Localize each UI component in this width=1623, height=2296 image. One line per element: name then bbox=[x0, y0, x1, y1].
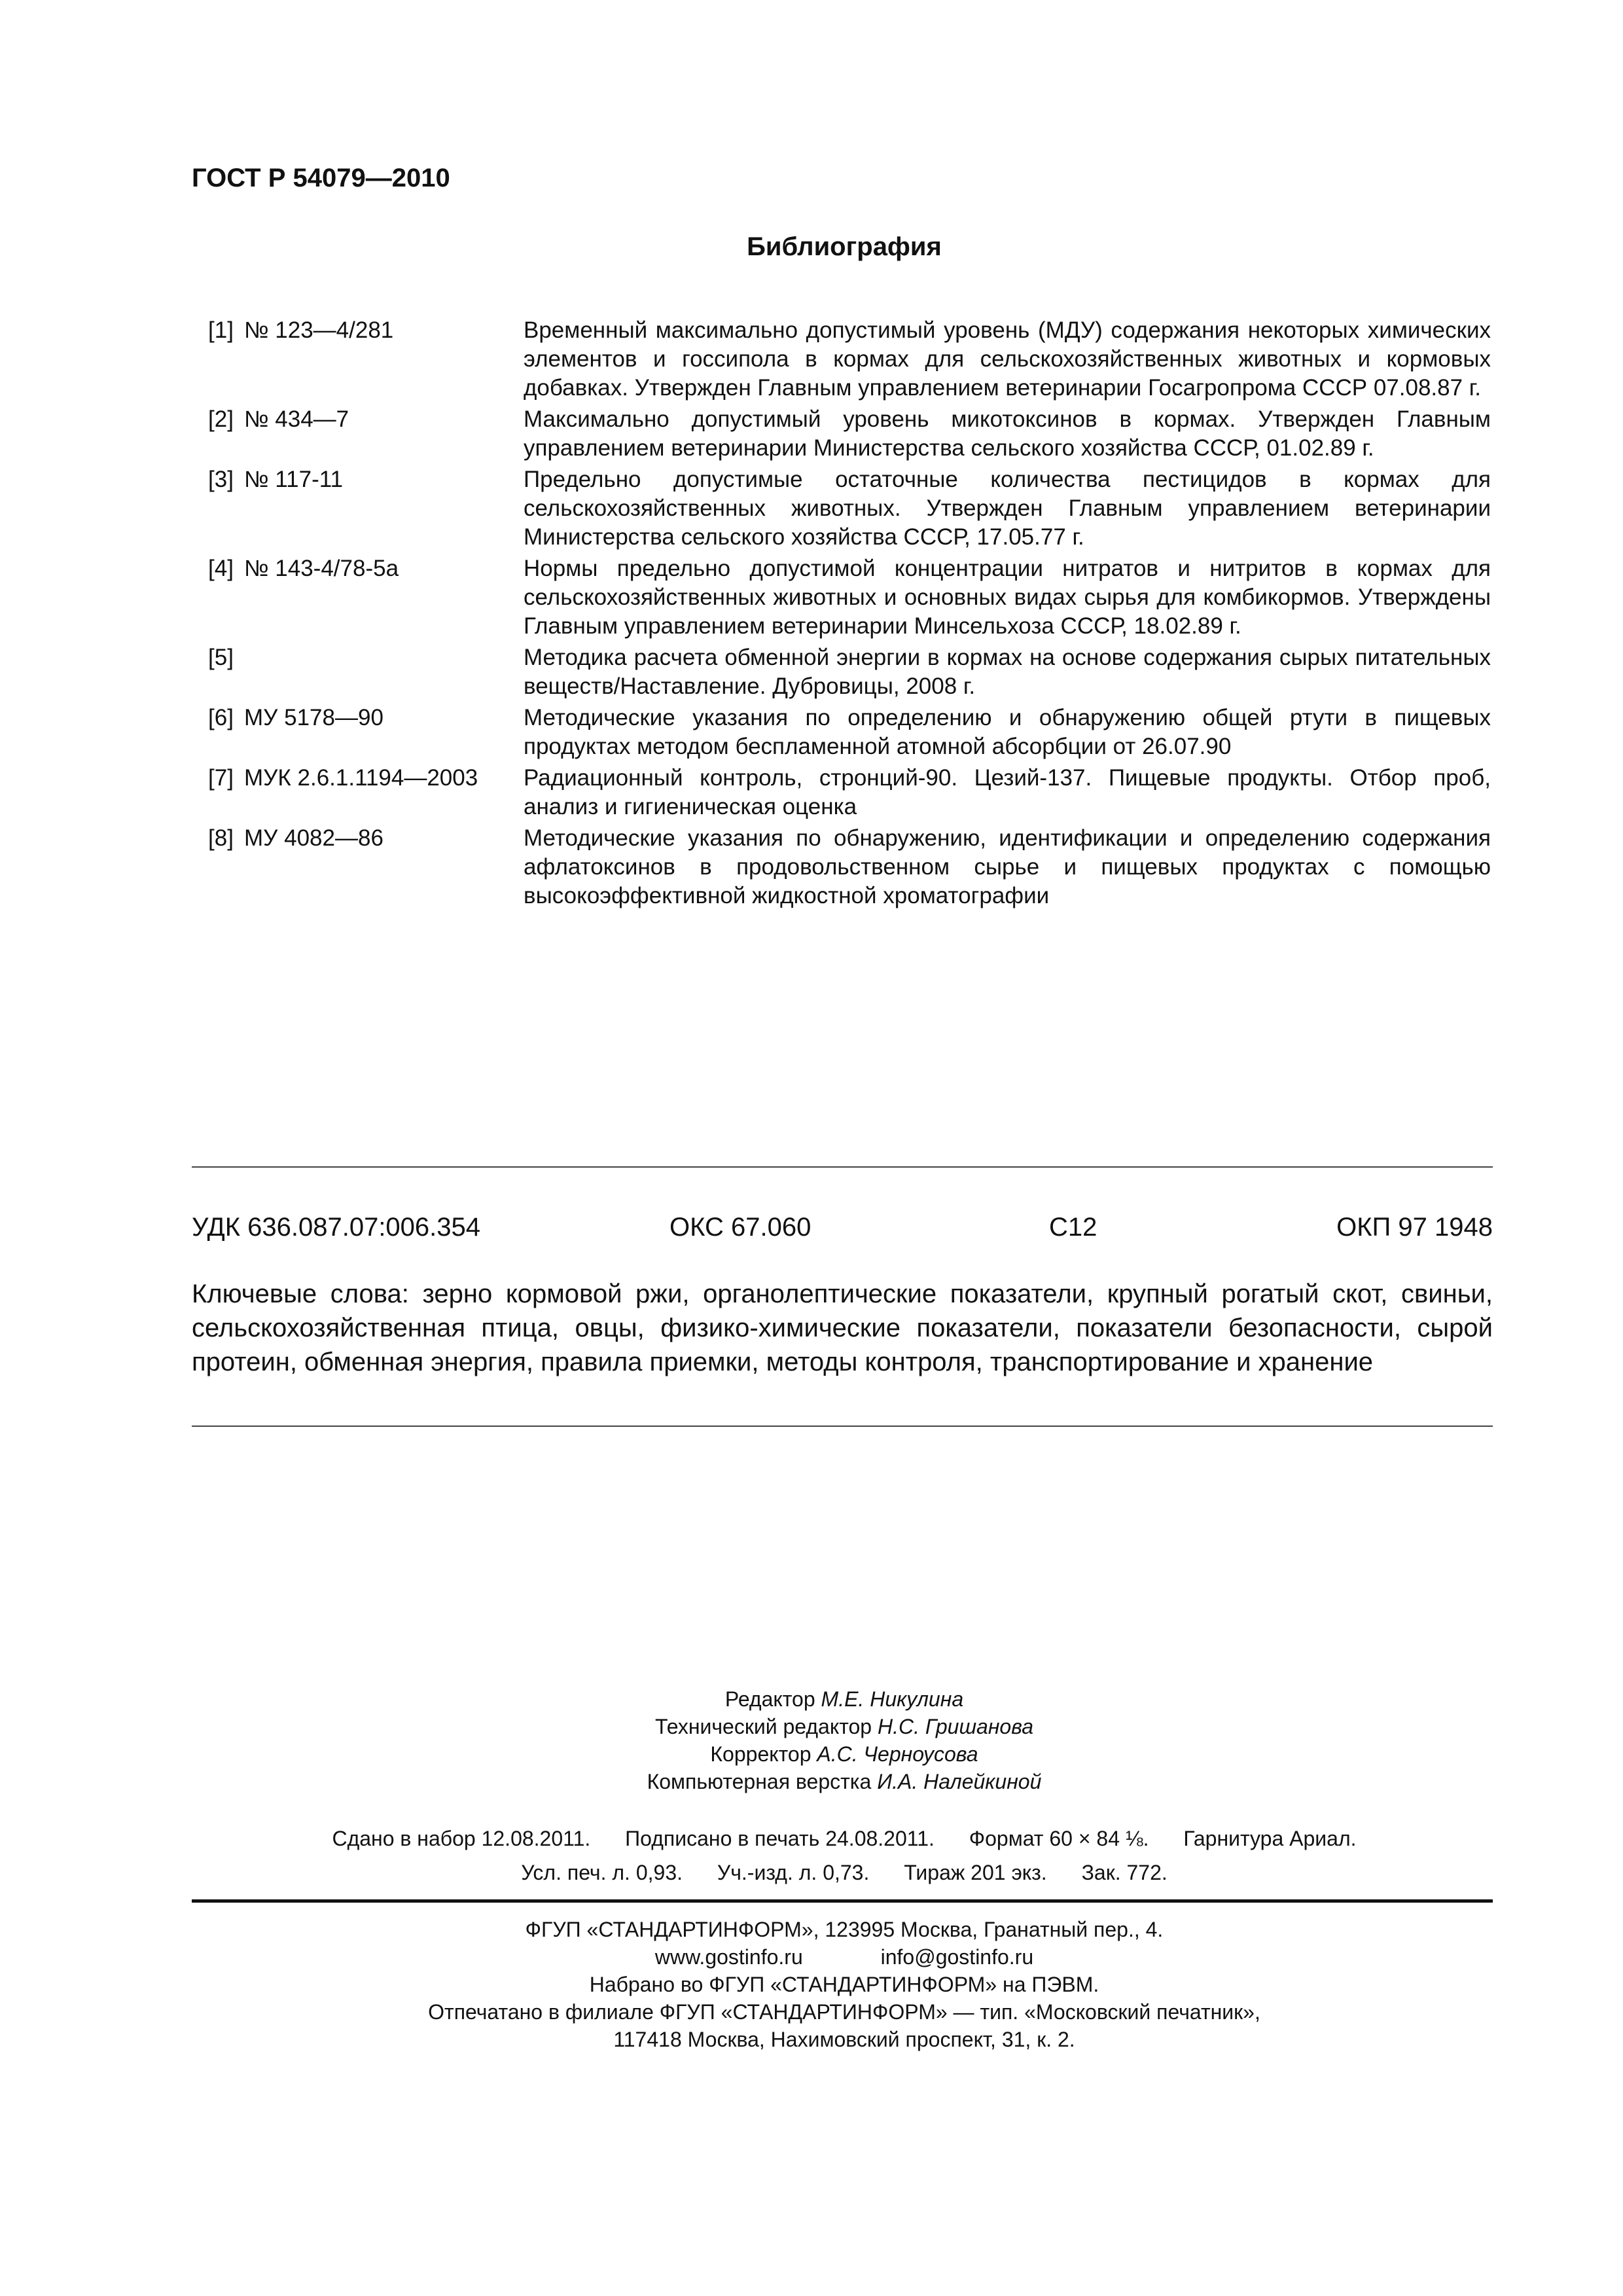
paper-format: Формат 60 × 84 ⅛. bbox=[969, 1827, 1149, 1850]
signed-date: Подписано в печать 24.08.2011. bbox=[625, 1827, 935, 1850]
print-sheets: Усл. печ. л. 0,93. bbox=[521, 1861, 683, 1884]
item-description: Методические указания по определению и обнаружению общей ртути в пищевых продуктах методом беспламенной атомной абсорбции от 26.07.90 bbox=[524, 705, 1491, 759]
editor-label: Редактор bbox=[724, 1687, 815, 1711]
bibliography-title: Библиография bbox=[747, 232, 942, 261]
submitted-date: Сдано в набор 12.08.2011. bbox=[332, 1827, 591, 1850]
c-code: С12 bbox=[1049, 1213, 1097, 1242]
publisher-line: ФГУП «СТАНДАРТИНФОРМ», 123995 Москва, Гранатный пер., 4. bbox=[525, 1918, 1164, 1941]
order-number: Зак. 772. bbox=[1081, 1861, 1168, 1884]
tech-editor-line bbox=[0, 1713, 1623, 1740]
email-link[interactable]: info@gostinfo.ru bbox=[880, 1945, 1034, 1969]
publication-sheets: Уч.-изд. л. 0,73. bbox=[717, 1861, 870, 1884]
credits-block bbox=[0, 1685, 1623, 1795]
oks-code: ОКС 67.060 bbox=[669, 1213, 812, 1242]
divider-middle bbox=[192, 1426, 1493, 1427]
bibliography-item bbox=[208, 554, 1491, 641]
bibliography-item bbox=[208, 465, 1491, 552]
bibliography-item bbox=[208, 824, 1491, 910]
bibliography-item bbox=[208, 704, 1491, 761]
item-number: [8] bbox=[208, 825, 234, 851]
layout-name: И.А. Налейкиной bbox=[877, 1770, 1042, 1793]
udk-code: УДК 636.087.07:006.354 bbox=[192, 1213, 481, 1242]
print-info-line-2 bbox=[0, 1856, 1623, 1890]
bibliography-item bbox=[208, 764, 1491, 821]
item-description: Методика расчета обменной энергии в кормах на основе содержания сырых питательных веществ/Наставление. Дубровицы, 2008 г. bbox=[524, 645, 1491, 699]
item-number: [7] bbox=[208, 765, 234, 791]
item-code: МУ 4082—86 bbox=[244, 825, 383, 851]
item-description: Нормы предельно допустимой концентрации нитратов и нитритов в кормах для сельскохозяйственных животных и основных видах сырья для комбикормов. Утверждены Главным управлением ветеринарии Минсельхоза СССР, 18.02.89 г. bbox=[524, 556, 1491, 639]
item-number: [1] bbox=[208, 317, 234, 343]
classification-row bbox=[192, 1213, 1493, 1242]
item-number: [4] bbox=[208, 556, 234, 581]
corrector-label: Корректор bbox=[710, 1742, 812, 1766]
bibliography-list bbox=[208, 316, 1491, 913]
typeset-line: Набрано во ФГУП «СТАНДАРТИНФОРМ» на ПЭВМ. bbox=[589, 1973, 1099, 1996]
print-info bbox=[0, 1821, 1623, 1890]
item-code: № 123—4/281 bbox=[244, 317, 394, 343]
item-description: Максимально допустимый уровень микотоксинов в кормах. Утвержден Главным управлением ветеринарии Министерства сельского хозяйства СССР, 01.02.89 г. bbox=[524, 406, 1491, 461]
item-code: № 434—7 bbox=[244, 406, 349, 432]
imprint-block bbox=[0, 1916, 1623, 2053]
item-code: № 117-11 bbox=[244, 467, 344, 492]
bibliography-item bbox=[208, 316, 1491, 403]
item-description: Предельно допустимые остаточные количества пестицидов в кормах для сельскохозяйственных животных. Утвержден Главным управлением ветеринарии Министерства сельского хозяйства СССР, 17.05.77 г. bbox=[524, 467, 1491, 550]
item-description: Методические указания по обнаружению, идентификации и определению содержания афлатоксинов в продовольственном сырье и пищевых продуктах с помощью высокоэффективной жидкостной хроматографии bbox=[524, 825, 1491, 908]
keywords: Ключевые слова: зерно кормовой ржи, органолептические показатели, крупный рогатый скот, свиньи, сельскохозяйственная птица, овцы, физико-химические показатели, показатели безопасности, сырой протеин, обменная энергия, правила приемки, методы контроля, транспортирование и хранение bbox=[192, 1280, 1493, 1376]
corrector-name: А.С. Черноусова bbox=[817, 1742, 978, 1766]
tech-editor-name: Н.С. Гришанова bbox=[877, 1715, 1034, 1738]
corrector-line bbox=[0, 1740, 1623, 1768]
contacts-line bbox=[0, 1943, 1623, 1971]
item-number: [3] bbox=[208, 467, 234, 492]
print-info-line-1 bbox=[0, 1821, 1623, 1856]
item-description: Временный максимально допустимый уровень (МДУ) содержания некоторых химических элементов и госсипола в кормах для сельскохозяйственных животных и кормовых добавках. Утвержден Главным управлением ветеринарии Госагропрома СССР 07.08.87 г. bbox=[524, 317, 1491, 401]
item-number: [2] bbox=[208, 406, 234, 432]
divider-top bbox=[192, 1166, 1493, 1168]
item-code: МУ 5178—90 bbox=[244, 705, 383, 730]
layout-line bbox=[0, 1768, 1623, 1795]
item-description: Радиационный контроль, стронций-90. Цезий-137. Пищевые продукты. Отбор проб, анализ и гигиеническая оценка bbox=[524, 765, 1491, 819]
item-number: [5] bbox=[208, 645, 234, 670]
website-link[interactable]: www.gostinfo.ru bbox=[654, 1945, 803, 1969]
typeface: Гарнитура Ариал. bbox=[1183, 1827, 1357, 1850]
item-code: МУК 2.6.1.1194—2003 bbox=[244, 765, 478, 791]
bibliography-item bbox=[208, 643, 1491, 701]
editor-name: М.Е. Никулина bbox=[821, 1687, 964, 1711]
item-number: [6] bbox=[208, 705, 234, 730]
printed-line: Отпечатано в филиале ФГУП «СТАНДАРТИНФОРМ» — тип. «Московский печатник», bbox=[428, 2000, 1260, 2024]
layout-label: Компьютерная верстка bbox=[647, 1770, 872, 1793]
divider-heavy bbox=[192, 1899, 1493, 1903]
document-code: ГОСТ Р 54079—2010 bbox=[192, 164, 450, 192]
address-line: 117418 Москва, Нахимовский проспект, 31, к. 2. bbox=[613, 2028, 1075, 2051]
circulation: Тираж 201 экз. bbox=[904, 1861, 1047, 1884]
okp-code: ОКП 97 1948 bbox=[1336, 1213, 1493, 1242]
item-code: № 143-4/78-5а bbox=[244, 556, 399, 581]
tech-editor-label: Технический редактор bbox=[654, 1715, 872, 1738]
editor-line bbox=[0, 1685, 1623, 1713]
bibliography-item bbox=[208, 405, 1491, 463]
